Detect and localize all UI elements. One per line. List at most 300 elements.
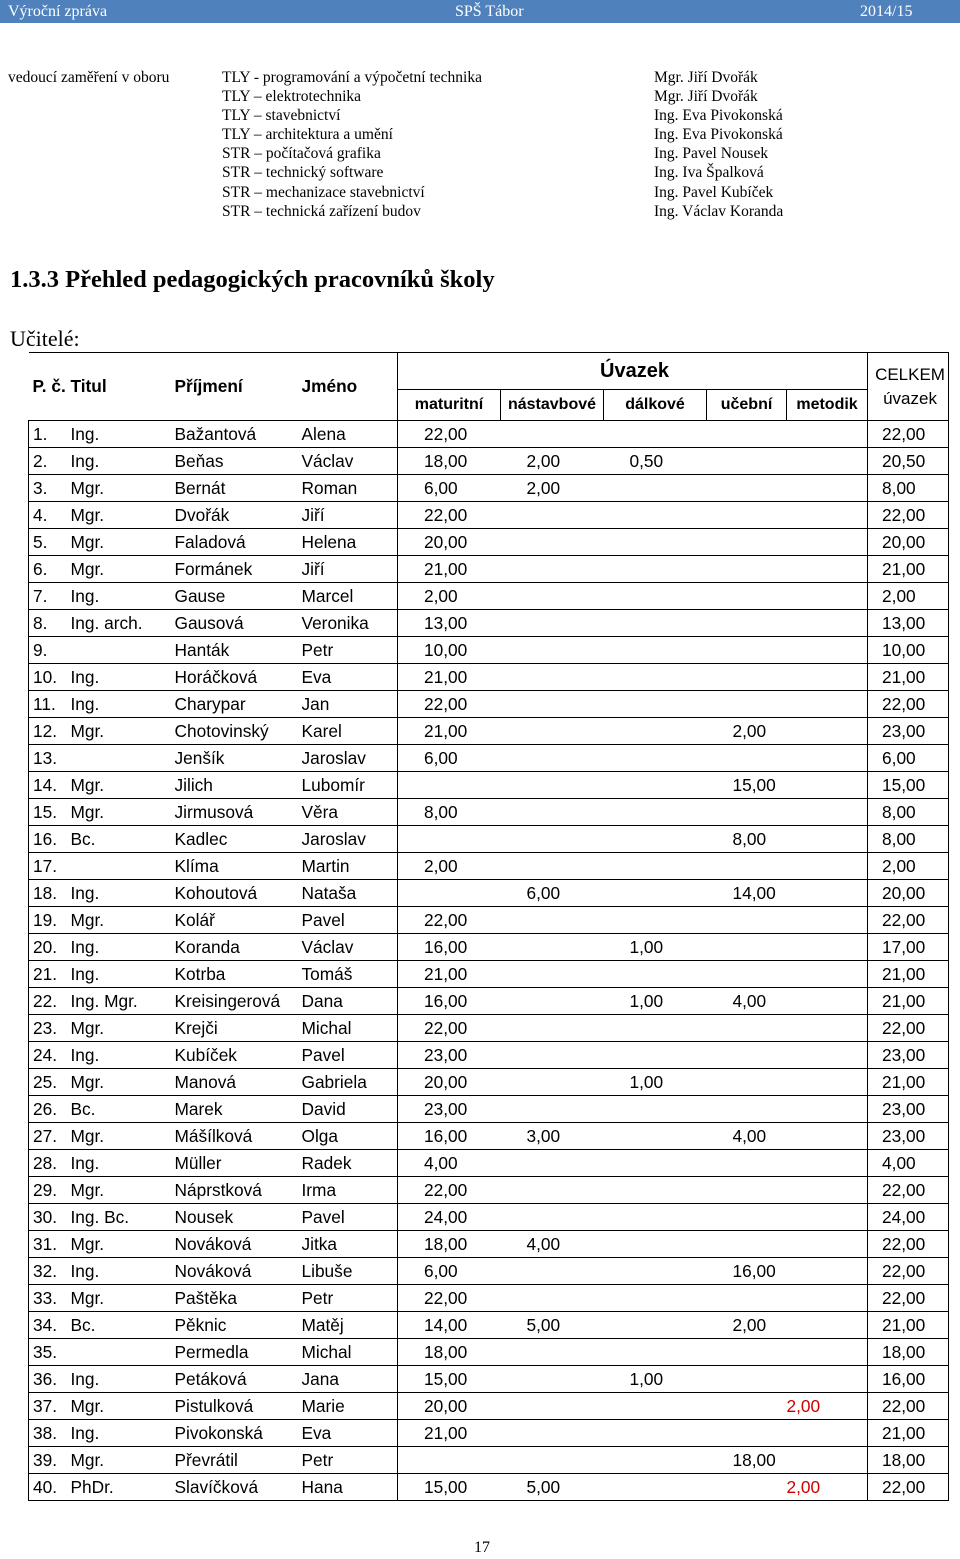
cell-dalkove xyxy=(604,1285,707,1312)
cell-name: Jaroslav xyxy=(298,826,398,853)
cell-ucebni xyxy=(707,1366,787,1393)
cell-dalkove xyxy=(604,475,707,502)
cell-celkem: 8,00 xyxy=(868,475,949,502)
cell-ucebni: 16,00 xyxy=(707,1258,787,1285)
cell-title xyxy=(67,745,171,772)
cell-no: 5. xyxy=(29,529,67,556)
table-row xyxy=(29,1231,949,1258)
cell-ucebni xyxy=(707,691,787,718)
table-row xyxy=(29,1474,949,1501)
col-header-maturitni: maturitní xyxy=(398,390,501,421)
cell-title: Ing. xyxy=(67,691,171,718)
cell-celkem: 24,00 xyxy=(868,1204,949,1231)
col-header-surname: Příjmení xyxy=(171,353,298,421)
cell-celkem: 22,00 xyxy=(868,421,949,448)
cell-title xyxy=(67,637,171,664)
cell-surname: Beňas xyxy=(171,448,298,475)
cell-nastavbove xyxy=(501,1042,604,1069)
cell-name: Michal xyxy=(298,1339,398,1366)
cell-title xyxy=(67,1339,171,1366)
spec-head: Ing. Pavel Nousek xyxy=(654,145,769,163)
cell-ucebni xyxy=(707,475,787,502)
cell-ucebni xyxy=(707,529,787,556)
cell-title: Ing. xyxy=(67,1420,171,1447)
cell-ucebni xyxy=(707,1015,787,1042)
cell-metodik xyxy=(787,1285,868,1312)
cell-celkem: 8,00 xyxy=(868,799,949,826)
col-header-uvazek: Úvazek xyxy=(398,353,868,390)
cell-title: Mgr. xyxy=(67,799,171,826)
cell-dalkove xyxy=(604,826,707,853)
cell-surname: Formánek xyxy=(171,556,298,583)
cell-maturitni: 6,00 xyxy=(398,745,501,772)
cell-name: Jiří xyxy=(298,502,398,529)
spec-head: Mgr. Jiří Dvořák xyxy=(654,88,758,106)
cell-title: Ing. Bc. xyxy=(67,1204,171,1231)
col-header-no: P. č. xyxy=(29,353,67,421)
table-row xyxy=(29,1096,949,1123)
spec-head: Ing. Eva Pivokonská xyxy=(654,126,783,144)
cell-metodik xyxy=(787,610,868,637)
cell-name: Libuše xyxy=(298,1258,398,1285)
cell-metodik xyxy=(787,745,868,772)
cell-surname: Koranda xyxy=(171,934,298,961)
cell-celkem: 21,00 xyxy=(868,988,949,1015)
cell-maturitni xyxy=(398,826,501,853)
cell-maturitni: 10,00 xyxy=(398,637,501,664)
cell-celkem: 21,00 xyxy=(868,1312,949,1339)
cell-title: Bc. xyxy=(67,1312,171,1339)
cell-no: 34. xyxy=(29,1312,67,1339)
cell-celkem: 22,00 xyxy=(868,1015,949,1042)
cell-ucebni xyxy=(707,1150,787,1177)
cell-celkem: 15,00 xyxy=(868,772,949,799)
cell-dalkove: 0,50 xyxy=(604,448,707,475)
cell-dalkove xyxy=(604,1204,707,1231)
cell-dalkove xyxy=(604,691,707,718)
cell-maturitni: 2,00 xyxy=(398,853,501,880)
table-row xyxy=(29,1150,949,1177)
cell-title: Mgr. xyxy=(67,502,171,529)
cell-metodik xyxy=(787,1177,868,1204)
cell-dalkove xyxy=(604,1258,707,1285)
cell-title: Ing. xyxy=(67,1042,171,1069)
cell-metodik xyxy=(787,1339,868,1366)
cell-celkem: 13,00 xyxy=(868,610,949,637)
cell-nastavbove xyxy=(501,1069,604,1096)
header-right: 2014/15 xyxy=(860,3,913,20)
cell-nastavbove xyxy=(501,1204,604,1231)
cell-metodik xyxy=(787,1420,868,1447)
cell-dalkove xyxy=(604,745,707,772)
table-row xyxy=(29,529,949,556)
cell-no: 3. xyxy=(29,475,67,502)
cell-dalkove xyxy=(604,664,707,691)
cell-name: Eva xyxy=(298,664,398,691)
cell-surname: Pivokonská xyxy=(171,1420,298,1447)
celkem-line-1: CELKEM xyxy=(875,364,945,384)
cell-surname: Petáková xyxy=(171,1366,298,1393)
cell-no: 24. xyxy=(29,1042,67,1069)
table-row xyxy=(29,772,949,799)
cell-dalkove xyxy=(604,529,707,556)
table-row xyxy=(29,583,949,610)
header-center: SPŠ Tábor xyxy=(455,3,524,20)
cell-name: Petr xyxy=(298,637,398,664)
spec-label: vedoucí zaměření v oboru xyxy=(8,69,170,86)
cell-nastavbove: 2,00 xyxy=(501,475,604,502)
cell-no: 7. xyxy=(29,583,67,610)
cell-ucebni: 18,00 xyxy=(707,1447,787,1474)
cell-surname: Hanták xyxy=(171,637,298,664)
cell-celkem: 6,00 xyxy=(868,745,949,772)
cell-title: Ing. xyxy=(67,934,171,961)
cell-celkem: 21,00 xyxy=(868,556,949,583)
col-header-name: Jméno xyxy=(298,353,398,421)
cell-maturitni: 6,00 xyxy=(398,1258,501,1285)
cell-ucebni xyxy=(707,421,787,448)
table-row xyxy=(29,1393,949,1420)
cell-dalkove xyxy=(604,1150,707,1177)
col-header-ucebni: učební xyxy=(707,390,787,421)
cell-title: Mgr. xyxy=(67,718,171,745)
cell-ucebni xyxy=(707,934,787,961)
cell-title: Mgr. xyxy=(67,1123,171,1150)
cell-nastavbove xyxy=(501,907,604,934)
cell-dalkove: 1,00 xyxy=(604,934,707,961)
cell-nastavbove: 5,00 xyxy=(501,1474,604,1501)
cell-maturitni: 13,00 xyxy=(398,610,501,637)
cell-metodik xyxy=(787,1447,868,1474)
cell-surname: Nováková xyxy=(171,1231,298,1258)
cell-dalkove xyxy=(604,961,707,988)
cell-ucebni xyxy=(707,1393,787,1420)
table-row xyxy=(29,475,949,502)
cell-no: 21. xyxy=(29,961,67,988)
cell-celkem: 22,00 xyxy=(868,1258,949,1285)
table-row xyxy=(29,880,949,907)
cell-surname: Bažantová xyxy=(171,421,298,448)
cell-metodik xyxy=(787,1258,868,1285)
cell-no: 15. xyxy=(29,799,67,826)
cell-celkem: 20,00 xyxy=(868,529,949,556)
cell-name: Jitka xyxy=(298,1231,398,1258)
cell-metodik xyxy=(787,556,868,583)
table-row xyxy=(29,664,949,691)
cell-no: 38. xyxy=(29,1420,67,1447)
cell-metodik xyxy=(787,961,868,988)
cell-ucebni xyxy=(707,1474,787,1501)
cell-surname: Kadlec xyxy=(171,826,298,853)
cell-surname: Kubíček xyxy=(171,1042,298,1069)
cell-name: Martin xyxy=(298,853,398,880)
cell-surname: Marek xyxy=(171,1096,298,1123)
table-row xyxy=(29,1258,949,1285)
cell-nastavbove xyxy=(501,961,604,988)
cell-nastavbove xyxy=(501,772,604,799)
cell-title: Ing. Mgr. xyxy=(67,988,171,1015)
cell-metodik xyxy=(787,502,868,529)
cell-title: Mgr. xyxy=(67,1177,171,1204)
cell-maturitni: 8,00 xyxy=(398,799,501,826)
table-row xyxy=(29,1069,949,1096)
cell-title: Mgr. xyxy=(67,1285,171,1312)
cell-surname: Mášílková xyxy=(171,1123,298,1150)
cell-maturitni: 22,00 xyxy=(398,502,501,529)
cell-maturitni: 14,00 xyxy=(398,1312,501,1339)
spec-field: TLY – elektrotechnika xyxy=(222,88,362,106)
table-row xyxy=(29,799,949,826)
cell-metodik xyxy=(787,799,868,826)
cell-celkem: 20,50 xyxy=(868,448,949,475)
table-row xyxy=(29,1339,949,1366)
table-row xyxy=(29,1285,949,1312)
cell-maturitni: 6,00 xyxy=(398,475,501,502)
spec-field: STR – počítačová grafika xyxy=(222,145,381,163)
table-row xyxy=(29,448,949,475)
cell-name: Věra xyxy=(298,799,398,826)
cell-celkem: 21,00 xyxy=(868,961,949,988)
cell-dalkove xyxy=(604,1474,707,1501)
cell-maturitni: 22,00 xyxy=(398,1177,501,1204)
cell-surname: Müller xyxy=(171,1150,298,1177)
table-row xyxy=(29,1366,949,1393)
cell-name: Lubomír xyxy=(298,772,398,799)
cell-surname: Horáčková xyxy=(171,664,298,691)
cell-metodik xyxy=(787,691,868,718)
table-row xyxy=(29,610,949,637)
cell-celkem: 22,00 xyxy=(868,1285,949,1312)
table-body xyxy=(29,421,949,1501)
cell-no: 1. xyxy=(29,421,67,448)
cell-nastavbove xyxy=(501,853,604,880)
cell-no: 9. xyxy=(29,637,67,664)
page-header xyxy=(0,0,960,23)
cell-maturitni: 21,00 xyxy=(398,961,501,988)
cell-ucebni: 14,00 xyxy=(707,880,787,907)
cell-celkem: 22,00 xyxy=(868,907,949,934)
cell-ucebni xyxy=(707,583,787,610)
cell-ucebni xyxy=(707,664,787,691)
cell-title: Ing. arch. xyxy=(67,610,171,637)
cell-surname: Charypar xyxy=(171,691,298,718)
cell-surname: Nováková xyxy=(171,1258,298,1285)
col-header-nastavbove: nástavbové xyxy=(501,390,604,421)
cell-no: 32. xyxy=(29,1258,67,1285)
spec-head: Ing. Iva Špalková xyxy=(654,164,764,182)
cell-dalkove xyxy=(604,1447,707,1474)
cell-metodik xyxy=(787,421,868,448)
cell-maturitni: 21,00 xyxy=(398,664,501,691)
cell-title xyxy=(67,853,171,880)
cell-metodik xyxy=(787,637,868,664)
cell-no: 40. xyxy=(29,1474,67,1501)
cell-nastavbove xyxy=(501,1339,604,1366)
cell-nastavbove xyxy=(501,1177,604,1204)
cell-no: 22. xyxy=(29,988,67,1015)
table-row xyxy=(29,1042,949,1069)
spec-field: STR – mechanizace stavebnictví xyxy=(222,183,425,201)
cell-surname: Krejči xyxy=(171,1015,298,1042)
cell-maturitni: 20,00 xyxy=(398,1069,501,1096)
table-row xyxy=(29,718,949,745)
cell-nastavbove: 5,00 xyxy=(501,1312,604,1339)
cell-surname: Bernát xyxy=(171,475,298,502)
cell-nastavbove: 6,00 xyxy=(501,880,604,907)
cell-ucebni xyxy=(707,1285,787,1312)
cell-celkem: 2,00 xyxy=(868,853,949,880)
cell-no: 13. xyxy=(29,745,67,772)
cell-celkem: 22,00 xyxy=(868,1474,949,1501)
cell-dalkove xyxy=(604,772,707,799)
table-row xyxy=(29,1123,949,1150)
cell-ucebni xyxy=(707,1420,787,1447)
cell-dalkove xyxy=(604,1339,707,1366)
cell-ucebni xyxy=(707,961,787,988)
cell-maturitni: 24,00 xyxy=(398,1204,501,1231)
cell-surname: Faladová xyxy=(171,529,298,556)
cell-name: Gabriela xyxy=(298,1069,398,1096)
cell-name: Olga xyxy=(298,1123,398,1150)
cell-nastavbove xyxy=(501,745,604,772)
cell-surname: Manová xyxy=(171,1069,298,1096)
cell-no: 4. xyxy=(29,502,67,529)
cell-title: Mgr. xyxy=(67,556,171,583)
spec-head: Mgr. Jiří Dvořák xyxy=(654,69,758,86)
cell-title: Mgr. xyxy=(67,529,171,556)
cell-metodik xyxy=(787,1150,868,1177)
spec-field: STR – technická zařízení budov xyxy=(222,202,421,220)
cell-maturitni xyxy=(398,772,501,799)
subtitle: Učitelé: xyxy=(10,326,80,351)
cell-no: 18. xyxy=(29,880,67,907)
cell-name: Pavel xyxy=(298,1042,398,1069)
cell-ucebni xyxy=(707,448,787,475)
cell-celkem: 4,00 xyxy=(868,1150,949,1177)
cell-no: 29. xyxy=(29,1177,67,1204)
cell-celkem: 10,00 xyxy=(868,637,949,664)
cell-celkem: 18,00 xyxy=(868,1447,949,1474)
cell-nastavbove xyxy=(501,988,604,1015)
cell-title: Ing. xyxy=(67,880,171,907)
cell-dalkove xyxy=(604,853,707,880)
cell-name: Irma xyxy=(298,1177,398,1204)
table-row xyxy=(29,853,949,880)
cell-maturitni: 23,00 xyxy=(398,1096,501,1123)
cell-nastavbove xyxy=(501,1420,604,1447)
cell-maturitni: 22,00 xyxy=(398,691,501,718)
cell-no: 14. xyxy=(29,772,67,799)
cell-celkem: 21,00 xyxy=(868,1420,949,1447)
header-left: Výroční zpráva xyxy=(8,3,108,20)
cell-maturitni: 18,00 xyxy=(398,1339,501,1366)
cell-dalkove xyxy=(604,1393,707,1420)
table-row xyxy=(29,1015,949,1042)
cell-dalkove: 1,00 xyxy=(604,1366,707,1393)
cell-surname: Pěknic xyxy=(171,1312,298,1339)
cell-name: Marcel xyxy=(298,583,398,610)
cell-title: Bc. xyxy=(67,826,171,853)
cell-ucebni xyxy=(707,907,787,934)
table-row xyxy=(29,556,949,583)
cell-title: Ing. xyxy=(67,961,171,988)
spec-head: Ing. Václav Koranda xyxy=(654,202,784,220)
cell-name: Jiří xyxy=(298,556,398,583)
cell-name: Alena xyxy=(298,421,398,448)
cell-metodik xyxy=(787,934,868,961)
cell-maturitni: 21,00 xyxy=(398,556,501,583)
cell-celkem: 18,00 xyxy=(868,1339,949,1366)
cell-dalkove xyxy=(604,799,707,826)
cell-nastavbove: 2,00 xyxy=(501,448,604,475)
cell-ucebni: 2,00 xyxy=(707,1312,787,1339)
cell-surname: Paštěka xyxy=(171,1285,298,1312)
cell-ucebni xyxy=(707,1339,787,1366)
cell-ucebni xyxy=(707,1096,787,1123)
cell-no: 26. xyxy=(29,1096,67,1123)
cell-dalkove xyxy=(604,1015,707,1042)
cell-name: Petr xyxy=(298,1285,398,1312)
cell-nastavbove xyxy=(501,718,604,745)
cell-dalkove: 1,00 xyxy=(604,1069,707,1096)
cell-metodik xyxy=(787,826,868,853)
cell-metodik xyxy=(787,1069,868,1096)
cell-surname: Slavíčková xyxy=(171,1474,298,1501)
cell-celkem: 21,00 xyxy=(868,1069,949,1096)
cell-maturitni: 20,00 xyxy=(398,1393,501,1420)
cell-dalkove xyxy=(604,556,707,583)
page-number: 17 xyxy=(474,1539,490,1556)
cell-name: Petr xyxy=(298,1447,398,1474)
cell-name: David xyxy=(298,1096,398,1123)
cell-celkem: 22,00 xyxy=(868,1231,949,1258)
cell-surname: Gausová xyxy=(171,610,298,637)
cell-surname: Dvořák xyxy=(171,502,298,529)
cell-metodik xyxy=(787,772,868,799)
cell-celkem: 22,00 xyxy=(868,502,949,529)
cell-dalkove xyxy=(604,421,707,448)
cell-nastavbove xyxy=(501,1096,604,1123)
cell-surname: Kohoutová xyxy=(171,880,298,907)
cell-name: Pavel xyxy=(298,1204,398,1231)
cell-nastavbove xyxy=(501,664,604,691)
table-row xyxy=(29,745,949,772)
cell-maturitni: 16,00 xyxy=(398,934,501,961)
cell-metodik xyxy=(787,1312,868,1339)
spec-head: Ing. Eva Pivokonská xyxy=(654,107,783,125)
cell-ucebni xyxy=(707,745,787,772)
cell-surname: Gause xyxy=(171,583,298,610)
cell-maturitni: 22,00 xyxy=(398,907,501,934)
cell-surname: Pistulková xyxy=(171,1393,298,1420)
cell-metodik: 2,00 xyxy=(787,1393,868,1420)
cell-celkem: 17,00 xyxy=(868,934,949,961)
col-header-dalkove: dálkové xyxy=(604,390,707,421)
cell-metodik xyxy=(787,988,868,1015)
cell-dalkove xyxy=(604,1123,707,1150)
cell-celkem: 22,00 xyxy=(868,691,949,718)
cell-maturitni xyxy=(398,1447,501,1474)
cell-maturitni: 15,00 xyxy=(398,1366,501,1393)
table-row xyxy=(29,637,949,664)
cell-maturitni: 15,00 xyxy=(398,1474,501,1501)
cell-maturitni: 18,00 xyxy=(398,1231,501,1258)
cell-dalkove: 1,00 xyxy=(604,988,707,1015)
cell-dalkove xyxy=(604,610,707,637)
cell-no: 25. xyxy=(29,1069,67,1096)
cell-title: Mgr. xyxy=(67,475,171,502)
table-row xyxy=(29,1420,949,1447)
